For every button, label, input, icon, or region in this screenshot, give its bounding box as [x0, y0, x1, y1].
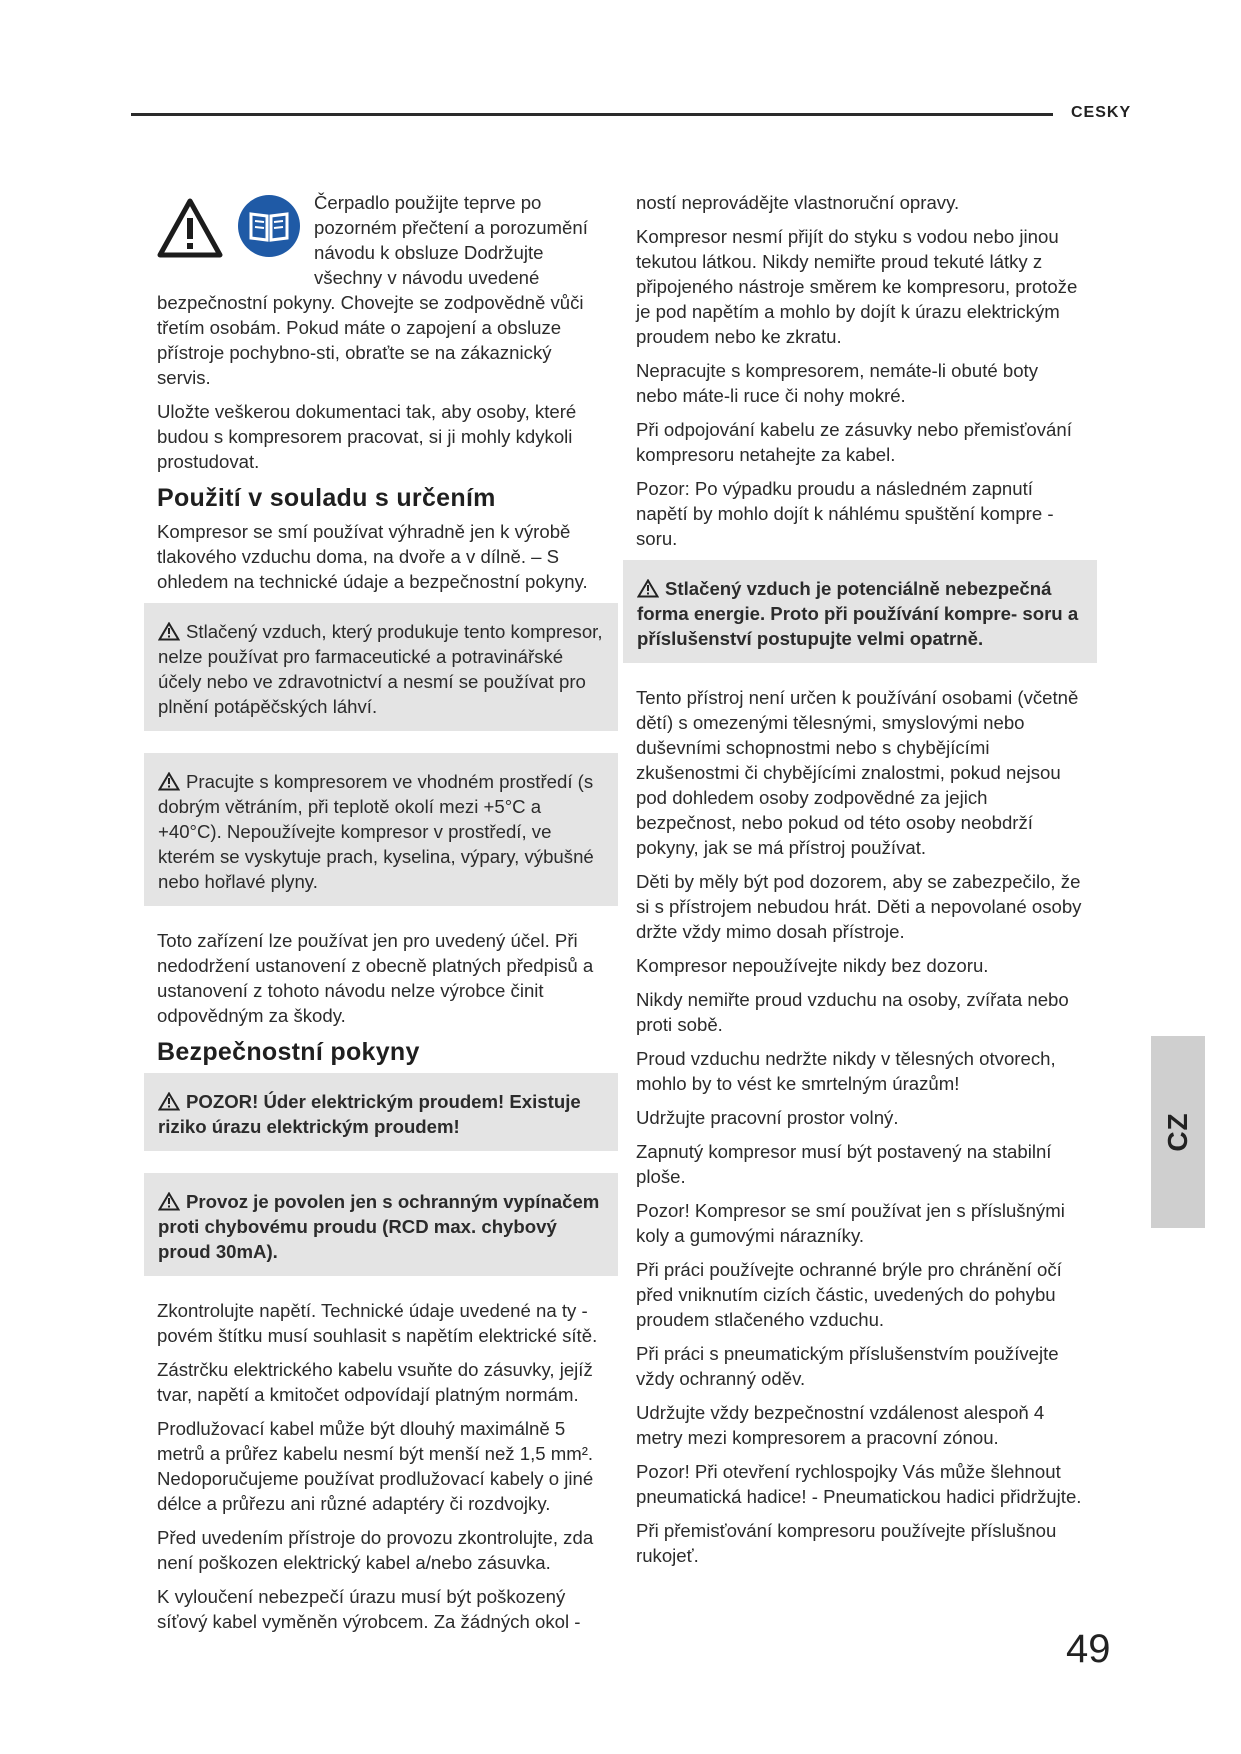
header-rule [131, 113, 1053, 116]
body-openings-paragraph: Proud vzduchu nedržte nikdy v tělesných otvorech, mohlo by to vést ke smrtelným úrazům! [636, 1048, 1056, 1094]
page-number: 49 [1066, 1627, 1111, 1671]
replace-cable-paragraph: K vyloučení nebezpečí úrazu musí být poškozený síťový kabel vyměněn výrobcem. Za žádných okol - [157, 1586, 581, 1632]
goggles-paragraph: Při práci používejte ochranné brýle pro chránění očí před vniknutím cizích částic, uvedených do pohybu proudem stlačeného vzduchu. [636, 1259, 1062, 1330]
warning-compressed-air-box [623, 560, 1097, 663]
warning-rcd-box [144, 1173, 618, 1276]
liability-paragraph: Toto zařízení lze používat jen pro uvedený účel. Při nedodržení ustanovení z obecně platných předpisů a ustanovení z tohoto návodu nelze výrobce činit odpovědným za škody. [157, 930, 594, 1026]
intro-paragraph: Čerpadlo použijte teprve po pozorném přečtení a porozumění návodu k obsluze Dodržujte všechny v návodu uvedené bezpečnostní pokyny. Chovejte se zodpovědně vůči třetím osobám. Pokud máte o zapojení a obsluze přístroje pochybno-sti, obraťte se na zákaznický servis. [157, 192, 588, 388]
warning-icon [158, 772, 180, 791]
warning-rcd-text: Provoz je povolen jen s ochranným vypínačem proti chybovému proudu (RCD max. chybový proud 30mA). [158, 1191, 600, 1262]
warning-icon [158, 1192, 180, 1211]
left-column [157, 190, 605, 1643]
shoes-paragraph: Nepracujte s kompresorem, nemáte-li obuté boty nebo máte-li ruce či nohy mokré. [636, 360, 1039, 406]
intro-icons [157, 194, 314, 276]
warning-shock-box [144, 1073, 618, 1151]
extension-paragraph: Prodlužovací kabel může být dlouhý maximálně 5 metrů a průřez kabelu nesmí být menší než 1,5 mm². Nedoporučujeme používat prodlužovací kabely o jiné délce a průřezu ani různé adaptéry či rozdvojky. [157, 1418, 594, 1514]
warning-shock-text: POZOR! Úder elektrickým proudem! Existuje riziko úrazu elektrickým proudem! [158, 1091, 581, 1137]
water-paragraph: Kompresor nesmí přijít do styku s vodou nebo jinou tekutou látkou. Nikdy nemiřte proud tekuté látky z připojeného nástroje směrem ke kompresoru, protože je pod napětím a mohlo by dojít k úrazu elektrickým proudem nebo ke zkratu. [636, 226, 1078, 347]
power-failure-paragraph: Pozor: Po výpadku proudu a následném zapnutí napětí by mohlo dojít k náhlému spuštění kompre - soru. [636, 478, 1054, 549]
hose-paragraph: Pozor! Při otevření rychlospojky Vás může šlehnout pneumatická hadice! - Pneumatickou hadici přidržujte. [636, 1461, 1082, 1507]
plug-paragraph: Zástrčku elektrického kabelu vsuňte do zásuvky, jejíž tvar, napětí a kmitočet odpovídají platným normám. [157, 1359, 593, 1405]
warning-triangle-icon [157, 198, 223, 258]
heading-intended-use: Použití v souladu s určením [157, 484, 496, 512]
warning-compressed-air-text: Stlačený vzduch je potenciálně nebezpečná forma energie. Proto při používání kompre- soru a příslušenství postupujte velmi opatrně. [637, 578, 1079, 649]
continuation-paragraph: ností neprovádějte vlastnoruční opravy. [636, 192, 960, 213]
note-environment-box [144, 753, 618, 906]
language-tab-label: CZ [1162, 1112, 1193, 1152]
language-side-tab [1151, 1036, 1205, 1228]
supervision-paragraph: Kompresor nepoužívejte nikdy bez dozoru. [636, 955, 989, 976]
header-language: CESKY [1071, 104, 1132, 121]
distance-paragraph: Udržujte vždy bezpečnostní vzdálenost alespoň 4 metry mezi kompresorem a pracovní zónou. [636, 1402, 1045, 1448]
children-paragraph: Děti by měly být pod dozorem, aby se zabezpečilo, že si s přístrojem nebudou hrát. Děti a nepovolané osoby držte vždy mimo dosah přístroje. [636, 871, 1082, 942]
voltage-paragraph: Zkontrolujte napětí. Technické údaje uvedené na ty - povém štítku musí souhlasit s napětím elektrické sítě. [157, 1300, 598, 1346]
warning-icon [158, 1092, 180, 1111]
storage-paragraph: Uložte veškerou dokumentaci tak, aby osoby, které budou s kompresorem pracovat, si ji mohly kdykoli prostudovat. [157, 401, 577, 472]
right-column [636, 190, 1084, 1577]
note-environment-text: Pracujte s kompresorem ve vhodném prostředí (s dobrým větráním, při teplotě okolí mezi +5°C a +40°C). Nepoužívejte kompresor v prostředí, ve kterém se vyskytuje prach, kyselina, výpary, výbušné nebo hořlavé plyny. [158, 771, 594, 892]
note-pharma-box [144, 603, 618, 731]
unplug-paragraph: Při odpojování kabelu ze zásuvky nebo přemisťování kompresoru netahejte za kabel. [636, 419, 1072, 465]
handle-paragraph: Při přemisťování kompresoru používejte příslušnou rukojeť. [636, 1520, 1057, 1566]
read-manual-icon [237, 194, 301, 258]
aim-paragraph: Nikdy nemiřte proud vzduchu na osoby, zvířata nebo proti sobě. [636, 989, 1069, 1035]
persons-paragraph: Tento přístroj není určen k používání osobami (včetně dětí) s omezenými tělesnými, smyslovými nebo duševními schopnostmi nebo s chybějícími zkušenostmi či chybějícími znalostmi, pokud nejsou pod dohledem osoby zodpovědné za jejich bezpečnost, nebo pokud od této osoby neobdrží pokyny, jak se má přístroj používat. [636, 687, 1079, 858]
clothing-paragraph: Při práci s pneumatickým příslušenstvím používejte vždy ochranný oděv. [636, 1343, 1059, 1389]
note-pharma-text: Stlačený vzduch, který produkuje tento kompresor, nelze používat pro farmaceutické a potravinářské účely nebo ve zdravotnictví a nesmí se používat pro plnění potápěčských láhví. [158, 621, 603, 717]
intended-use-paragraph: Kompresor se smí používat výhradně jen k výrobě tlakového vzduchu doma, na dvoře a v dílně. – S ohledem na technické údaje a bezpečnostní pokyny. [157, 521, 588, 592]
heading-safety: Bezpečnostní pokyny [157, 1038, 420, 1066]
wheels-paragraph: Pozor! Kompresor se smí používat jen s příslušnými koly a gumovými nárazníky. [636, 1200, 1065, 1246]
workspace-paragraph: Udržujte pracovní prostor volný. [636, 1107, 899, 1128]
warning-icon [637, 579, 659, 598]
stable-paragraph: Zapnutý kompresor musí být postavený na stabilní ploše. [636, 1141, 1052, 1187]
check-cable-paragraph: Před uvedením přístroje do provozu zkontrolujte, zda není poškozen elektrický kabel a/nebo zásuvka. [157, 1527, 594, 1573]
warning-icon [158, 622, 180, 641]
